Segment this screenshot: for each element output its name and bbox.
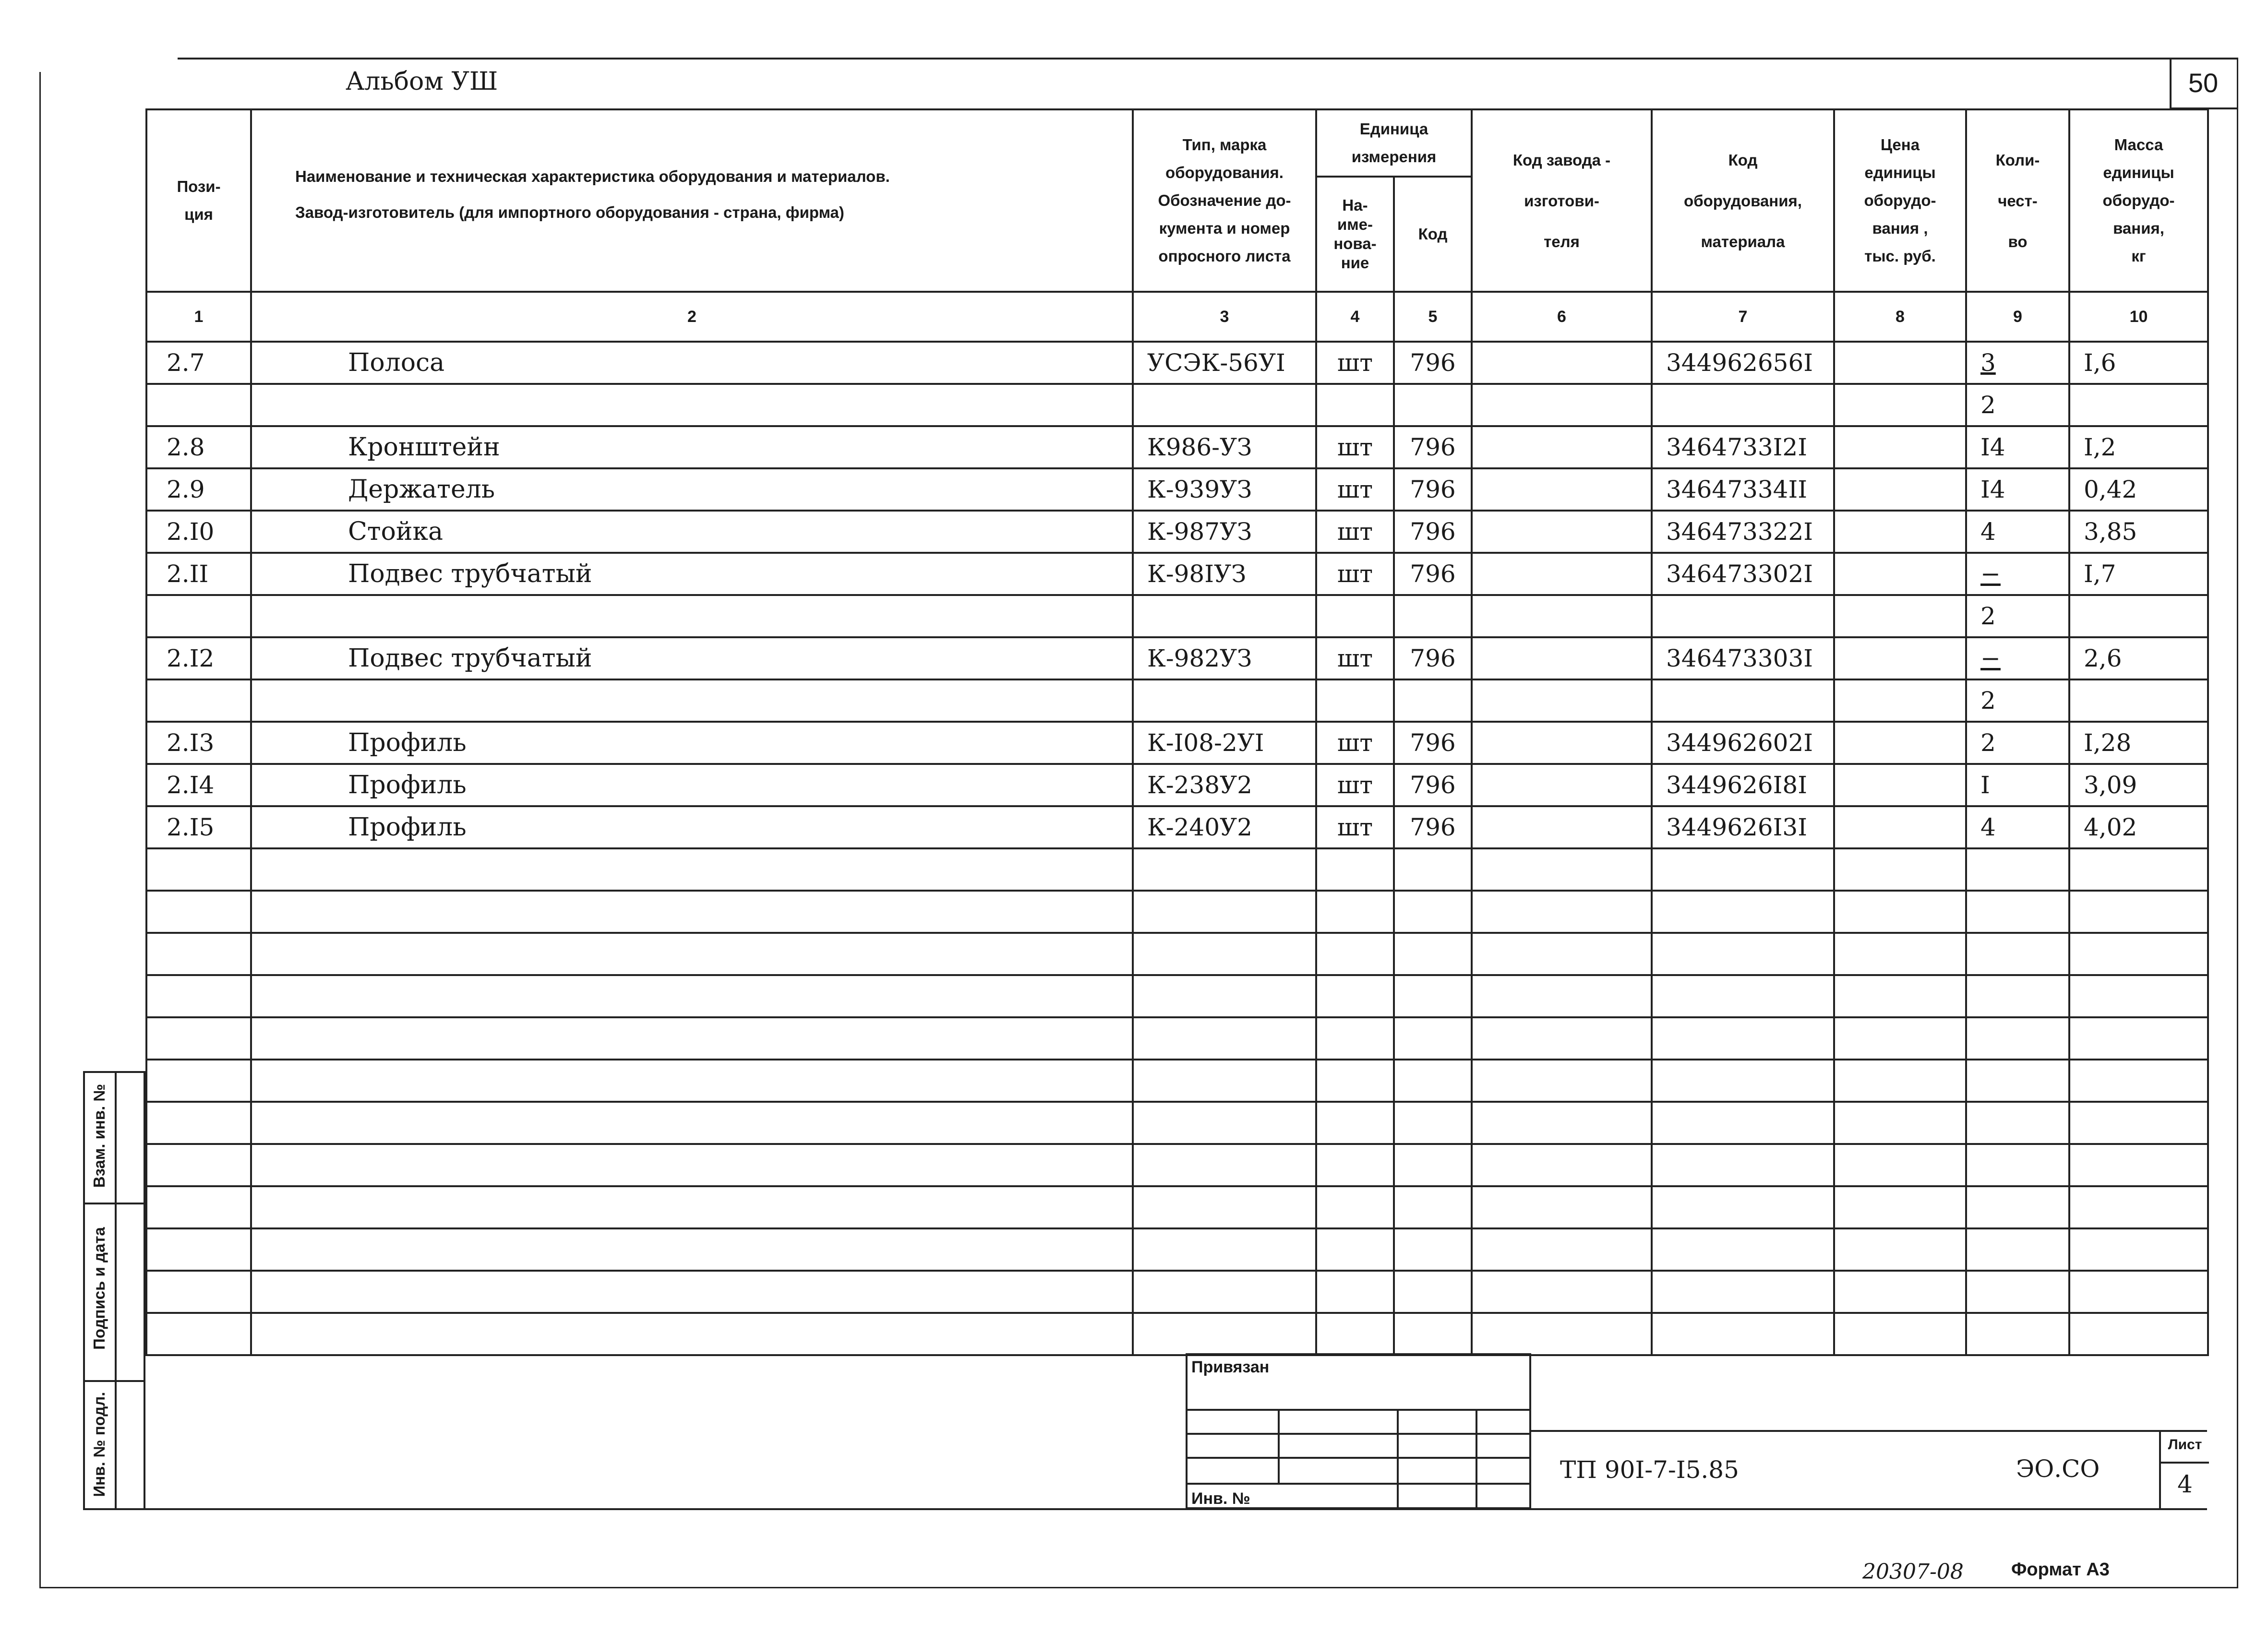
row-type [1133,679,1316,722]
row-position: 2.II [146,553,251,595]
row-mass: 4,02 [2069,806,2208,848]
attached-label: Привязан [1191,1358,1270,1376]
col-head-price: Цена единицы оборудо- вания , тыс. руб. [1834,109,1966,292]
row-unit-code: 796 [1394,426,1472,468]
row-type: К986-УЗ [1133,426,1316,468]
row-unit [1316,384,1394,426]
row-equipment-code: 3464733I2I [1652,426,1834,468]
row-mass [2069,679,2208,722]
stamp-inv-label: Инв. № [1191,1489,1250,1508]
col-head-name: Наименование и техническая характеристика оборудования и материалов. Завод-изготовитель (для импортного оборудования - страна, фирма) [251,109,1133,292]
row-unit: шт [1316,511,1394,553]
row-name: Полоса [251,342,1133,384]
row-equipment-code: 346473303I [1652,637,1834,679]
row-type [1133,595,1316,637]
row-factory-code [1472,426,1652,468]
empty-row [146,975,2208,1017]
col-head-position: Пози- ция [146,109,251,292]
row-mass: I,28 [2069,722,2208,764]
attached-stamp [1186,1353,1531,1509]
table-row [146,468,2208,511]
footer-format: Формат А3 [2011,1560,2110,1580]
row-unit: шт [1316,468,1394,511]
row-type [1133,384,1316,426]
row-type: К-987УЗ [1133,511,1316,553]
row-mass: I,7 [2069,553,2208,595]
row-unit-code: 796 [1394,764,1472,806]
row-quantity: − [1966,637,2069,679]
frame-top-border [178,58,2238,60]
row-position [146,595,251,637]
row-position: 2.7 [146,342,251,384]
row-unit: шт [1316,342,1394,384]
row-unit-code: 796 [1394,637,1472,679]
row-type: К-I08-2УI [1133,722,1316,764]
row-position: 2.8 [146,426,251,468]
footer-document-id: 20307-08 [1862,1560,1964,1584]
table-row [146,764,2208,806]
row-price [1834,511,1966,553]
row-equipment-code: 344962602I [1652,722,1834,764]
row-unit-code: 796 [1394,468,1472,511]
row-equipment-code [1652,595,1834,637]
row-factory-code [1472,553,1652,595]
row-equipment-code [1652,384,1834,426]
col-num: 6 [1472,292,1652,342]
sidebar-inv-label: Инв. № подл. [90,1392,108,1497]
row-quantity: 2 [1966,384,2069,426]
row-name: Профиль [251,722,1133,764]
sidebar-stamp [83,1071,145,1510]
table-row [146,679,2208,722]
table-row [146,342,2208,384]
row-factory-code [1472,637,1652,679]
table-row [146,384,2208,426]
row-type: К-982УЗ [1133,637,1316,679]
row-name: Профиль [251,806,1133,848]
row-name: Профиль [251,764,1133,806]
table-row [146,426,2208,468]
row-factory-code [1472,342,1652,384]
col-num: 3 [1133,292,1316,342]
col-num: 1 [146,292,251,342]
row-mass: 3,85 [2069,511,2208,553]
table-row [146,806,2208,848]
row-type: К-238У2 [1133,764,1316,806]
sidebar-sign-label: Подпись и дата [90,1227,108,1350]
row-unit-code: 796 [1394,553,1472,595]
row-unit: шт [1316,722,1394,764]
row-unit [1316,595,1394,637]
row-quantity: 2 [1966,595,2069,637]
empty-row [146,1228,2208,1271]
title-block [1531,1430,2207,1509]
row-factory-code [1472,764,1652,806]
table-row [146,637,2208,679]
row-position [146,679,251,722]
row-unit: шт [1316,806,1394,848]
row-unit: шт [1316,553,1394,595]
col-num: 5 [1394,292,1472,342]
col-head-factory-code: Код завода - изготови- теля [1472,109,1652,292]
album-title: Альбом УШ [346,67,498,96]
row-mass [2069,595,2208,637]
row-mass: 2,6 [2069,637,2208,679]
row-price [1834,764,1966,806]
row-position: 2.I5 [146,806,251,848]
row-name: Подвес трубчатый [251,637,1133,679]
row-name [251,679,1133,722]
row-mass: I,6 [2069,342,2208,384]
frame-bottom-border [39,1587,2238,1588]
row-unit: шт [1316,764,1394,806]
empty-row [146,933,2208,975]
col-num: 8 [1834,292,1966,342]
row-name: Подвес трубчатый [251,553,1133,595]
sheet-number: 4 [2177,1470,2193,1498]
row-name: Кронштейн [251,426,1133,468]
row-equipment-code: 3449626I3I [1652,806,1834,848]
row-unit: шт [1316,637,1394,679]
row-factory-code [1472,679,1652,722]
empty-row [146,1102,2208,1144]
row-name: Стойка [251,511,1133,553]
empty-row [146,1144,2208,1186]
row-name [251,384,1133,426]
row-unit-code [1394,384,1472,426]
col-num: 7 [1652,292,1834,342]
empty-row [146,1313,2208,1355]
row-equipment-code: 344962656I [1652,342,1834,384]
table-row [146,553,2208,595]
row-name [251,595,1133,637]
row-position: 2.I0 [146,511,251,553]
row-unit-code [1394,595,1472,637]
row-price [1834,806,1966,848]
row-factory-code [1472,468,1652,511]
row-price [1834,426,1966,468]
row-unit-code [1394,679,1472,722]
row-position: 2.9 [146,468,251,511]
page-number: 50 [2188,68,2219,98]
table-row [146,722,2208,764]
row-price [1834,468,1966,511]
row-equipment-code [1652,679,1834,722]
empty-row [146,848,2208,891]
row-position: 2.I4 [146,764,251,806]
row-price [1834,553,1966,595]
sheet-label: Лист [2168,1437,2202,1453]
col-head-unit-code: Код [1394,177,1472,292]
row-quantity: 3 [1966,342,2069,384]
row-type: УСЭК-56УI [1133,342,1316,384]
row-quantity: 4 [1966,511,2069,553]
header-row [146,109,2208,177]
frame-left-border [39,72,41,1588]
col-num: 9 [1966,292,2069,342]
row-factory-code [1472,806,1652,848]
row-factory-code [1472,384,1652,426]
row-factory-code [1472,722,1652,764]
row-price [1834,722,1966,764]
sidebar-vzam-label: Взам. инв. № [90,1084,108,1188]
row-unit [1316,679,1394,722]
row-position: 2.I2 [146,637,251,679]
column-number-row [146,292,2208,342]
col-head-mass: Масса единицы оборудо- вания, кг [2069,109,2208,292]
empty-row [146,1017,2208,1060]
row-mass: 3,09 [2069,764,2208,806]
sheet-code: ЭО.СО [2016,1455,2100,1483]
row-equipment-code: 346473322I [1652,511,1834,553]
sheet-box [2159,1432,2209,1509]
table-row [146,511,2208,553]
row-price [1834,384,1966,426]
row-price [1834,342,1966,384]
row-type: К-240У2 [1133,806,1316,848]
row-unit-code: 796 [1394,342,1472,384]
table-row [146,595,2208,637]
col-head-quantity: Коли- чест- во [1966,109,2069,292]
specification-table [145,108,2209,1356]
col-num: 2 [251,292,1133,342]
row-price [1834,637,1966,679]
col-head-type: Тип, марка оборудования. Обозначение до- кумента и номер опросного листа [1133,109,1316,292]
row-mass: I,2 [2069,426,2208,468]
empty-row [146,1271,2208,1313]
frame-right-border [2237,58,2238,1588]
row-mass: 0,42 [2069,468,2208,511]
row-factory-code [1472,511,1652,553]
row-mass [2069,384,2208,426]
document-code: ТП 90I-7-I5.85 [1560,1456,1739,1484]
row-price [1834,679,1966,722]
row-unit-code: 796 [1394,722,1472,764]
row-type: К-939УЗ [1133,468,1316,511]
row-equipment-code: 34647334II [1652,468,1834,511]
row-position [146,384,251,426]
row-position: 2.I3 [146,722,251,764]
col-num: 10 [2069,292,2208,342]
empty-row [146,1186,2208,1228]
col-head-unit-name: На- име- нова- ние [1316,177,1394,292]
row-quantity: 2 [1966,679,2069,722]
row-quantity: I [1966,764,2069,806]
row-quantity: 4 [1966,806,2069,848]
row-quantity: 2 [1966,722,2069,764]
row-quantity: I4 [1966,426,2069,468]
table-bottom-border [145,1508,2207,1510]
row-price [1834,595,1966,637]
col-num: 4 [1316,292,1394,342]
row-unit-code: 796 [1394,511,1472,553]
row-unit-code: 796 [1394,806,1472,848]
row-unit: шт [1316,426,1394,468]
row-quantity: − [1966,553,2069,595]
empty-row [146,891,2208,933]
row-type: К-98IУЗ [1133,553,1316,595]
row-quantity: I4 [1966,468,2069,511]
row-equipment-code: 3449626I8I [1652,764,1834,806]
row-factory-code [1472,595,1652,637]
col-head-equipment-code: Код оборудования, материала [1652,109,1834,292]
empty-row [146,1060,2208,1102]
row-equipment-code: 346473302I [1652,553,1834,595]
col-head-unit: Единица измерения [1316,109,1472,177]
row-name: Держатель [251,468,1133,511]
